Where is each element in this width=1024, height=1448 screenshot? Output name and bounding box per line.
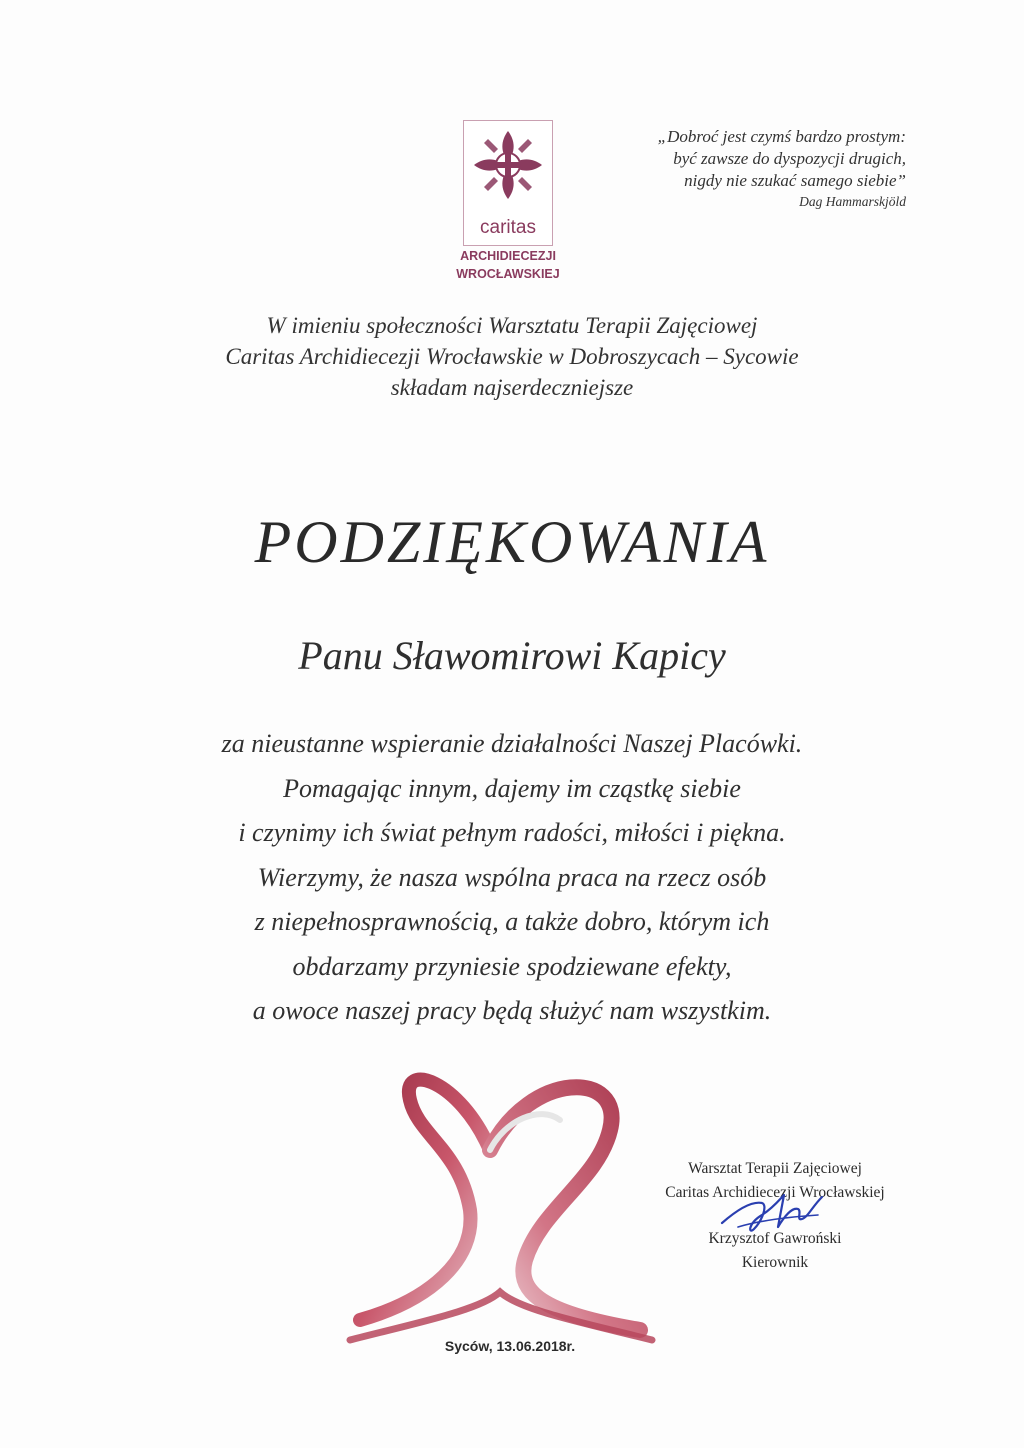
intro-text	[100, 310, 924, 403]
body-text	[80, 722, 944, 1034]
logo-subtitle-2: WROCŁAWSKIEJ	[456, 267, 560, 281]
recipient-name: Panu Sławomirowi Kapicy	[298, 633, 726, 678]
handwritten-signature-icon	[718, 1187, 828, 1239]
body-line: a owoce naszej pracy będą służyć nam wszystkim.	[252, 996, 772, 1025]
page-title: PODZIĘKOWANIA	[254, 509, 770, 575]
body-line: i czynimy ich świat pełnym radości, miłości i piękna.	[238, 818, 786, 847]
signature-block	[640, 1157, 910, 1275]
intro-line-1: W imieniu społeczności Warsztatu Terapii Zajęciowej	[266, 313, 758, 338]
quote-line-1: „Dobroć jest czymś bardzo prostym:	[657, 127, 906, 146]
quote-line-2: być zawsze do dyspozycji drugich,	[673, 149, 906, 168]
caritas-logo-box	[463, 120, 553, 246]
caritas-logo	[448, 120, 568, 282]
caritas-flame-cross-icon	[470, 127, 546, 203]
quote-author: Dag Hammarskjöld	[799, 194, 906, 209]
body-line: za nieustanne wspieranie działalności Naszej Placówki.	[221, 729, 803, 758]
quote-line-3: nigdy nie szukać samego siebie”	[684, 171, 906, 190]
intro-line-2: Caritas Archidiecezji Wrocławskie w Dobroszycach – Sycowie	[225, 344, 799, 369]
signature-role: Kierownik	[741, 1254, 809, 1271]
intro-line-3: składam najserdeczniejsze	[390, 375, 634, 400]
body-line: z niepełnosprawnością, a także dobro, którym ich	[254, 907, 770, 936]
body-line: Wierzymy, że nasza wspólna praca na rzecz osób	[257, 862, 767, 892]
body-line: obdarzamy przyniesie spodziewane efekty,	[292, 951, 732, 981]
signature-org-line-2: Caritas Archidiecezji Wrocławskiej	[665, 1184, 885, 1201]
signature-org-line-1: Warsztat Terapii Zajęciowej	[688, 1160, 862, 1177]
logo-subtitle-1: ARCHIDIECEZJI	[460, 249, 556, 263]
quote-block	[566, 126, 906, 212]
date-place: Syców, 13.06.2018r.	[444, 1338, 576, 1354]
logo-word: caritas	[480, 217, 536, 238]
ribbon-heart-icon	[340, 1060, 660, 1350]
body-line: Pomagając innym, dajemy im cząstkę siebie	[283, 773, 741, 803]
signature-name: Krzysztof Gawroński	[708, 1230, 842, 1247]
